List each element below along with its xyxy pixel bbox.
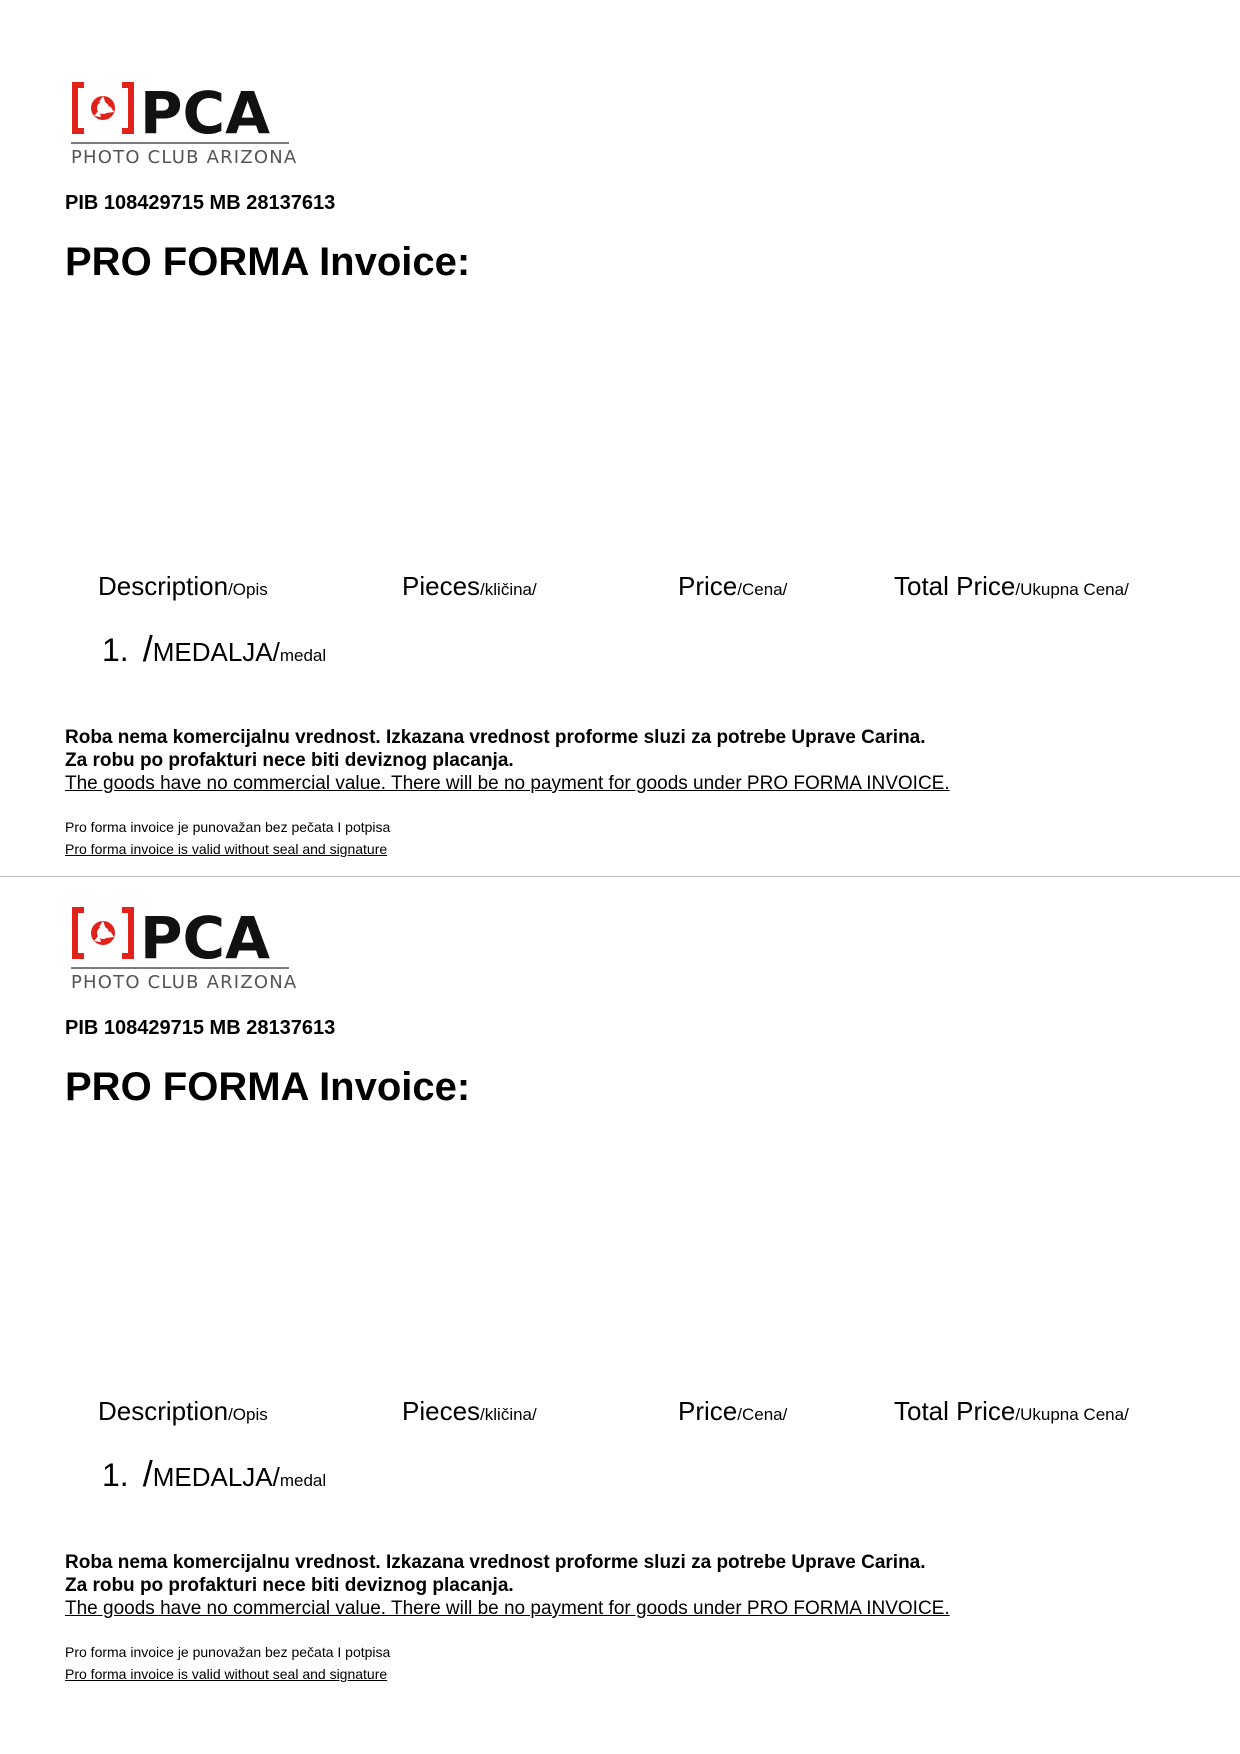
invoice-copy-1 xyxy=(0,0,1240,857)
header-price-main: Price xyxy=(678,571,738,601)
validity-line-2: Pro forma invoice is valid without seal and signature xyxy=(65,1666,388,1682)
pca-logo xyxy=(70,903,300,995)
header-price-small: /Cena/ xyxy=(737,1405,788,1424)
header-total-price xyxy=(894,571,1129,602)
header-description xyxy=(98,571,268,602)
header-pieces xyxy=(402,1396,537,1427)
notice-line-2: Za robu po profakturi nece biti deviznog placanja. xyxy=(65,1575,514,1596)
header-pieces-small: /kličina/ xyxy=(480,1405,537,1424)
logo-subtitle: PHOTO CLUB ARIZONA xyxy=(71,147,298,168)
logo-subtitle: PHOTO CLUB ARIZONA xyxy=(71,972,298,993)
logo-rule xyxy=(71,142,289,144)
header-pieces-small: /kličina/ xyxy=(480,580,537,599)
logo-brand-text: PCA xyxy=(140,79,270,138)
header-price xyxy=(678,1396,787,1427)
validity-line-1: Pro forma invoice je punovažan bez pečata I potpisa xyxy=(65,1644,391,1660)
header-total-price-main: Total Price xyxy=(894,1396,1016,1426)
header-total-price-main: Total Price xyxy=(894,571,1016,601)
notice-line-1: Roba nema komercijalnu vrednost. Izkazana vrednost proforme sluzi za potrebe Uprave Carina. xyxy=(65,1552,926,1573)
invoice-copy-2 xyxy=(0,825,1240,1682)
item-row xyxy=(102,628,326,670)
header-pieces-main: Pieces xyxy=(402,571,481,601)
logo-rule xyxy=(71,967,289,969)
header-pieces xyxy=(402,571,537,602)
item-slash: / xyxy=(142,628,153,669)
notice-line-1: Roba nema komercijalnu vrednost. Izkazana vrednost proforme sluzi za potrebe Uprave Carina. xyxy=(65,727,926,748)
pib-mb-line: PIB 108429715 MB 28137613 xyxy=(65,1017,336,1039)
item-slash: / xyxy=(142,1453,153,1494)
validity-line-1: Pro forma invoice je punovažan bez pečata I potpisa xyxy=(65,819,391,835)
item-row xyxy=(102,1453,326,1495)
header-description-small: /Opis xyxy=(228,1405,268,1424)
validity-line-2: Pro forma invoice is valid without seal and signature xyxy=(65,841,388,857)
header-description-small: /Opis xyxy=(228,580,268,599)
pca-logo-mark xyxy=(70,78,300,138)
header-description-main: Description xyxy=(98,571,229,601)
header-pieces-main: Pieces xyxy=(402,1396,481,1426)
item-description: MEDALJA/ xyxy=(152,1462,280,1492)
header-total-price xyxy=(894,1396,1129,1427)
pib-mb-line: PIB 108429715 MB 28137613 xyxy=(65,192,336,214)
header-price-main: Price xyxy=(678,1396,738,1426)
logo-brand-text: PCA xyxy=(140,904,270,963)
header-total-price-small: /Ukupna Cena/ xyxy=(1015,1405,1129,1424)
item-description: MEDALJA/ xyxy=(152,637,280,667)
header-description xyxy=(98,1396,268,1427)
pca-logo xyxy=(70,78,300,170)
customs-notice xyxy=(65,1551,950,1620)
invoice-title: PRO FORMA Invoice: xyxy=(65,240,471,284)
header-price-small: /Cena/ xyxy=(737,580,788,599)
item-number: 1. xyxy=(102,1457,129,1493)
header-price xyxy=(678,571,787,602)
notice-line-3: The goods have no commercial value. There will be no payment for goods under PRO FORMA INVOICE. xyxy=(65,773,950,794)
header-description-main: Description xyxy=(98,1396,229,1426)
customs-notice xyxy=(65,726,950,795)
pca-logo-mark xyxy=(70,903,300,963)
item-description-small: medal xyxy=(279,646,327,665)
notice-line-3: The goods have no commercial value. There will be no payment for goods under PRO FORMA INVOICE. xyxy=(65,1598,950,1619)
item-number: 1. xyxy=(102,632,129,668)
item-description-small: medal xyxy=(279,1471,327,1490)
validity-note xyxy=(65,1641,390,1685)
invoice-title: PRO FORMA Invoice: xyxy=(65,1065,471,1109)
header-total-price-small: /Ukupna Cena/ xyxy=(1015,580,1129,599)
notice-line-2: Za robu po profakturi nece biti deviznog placanja. xyxy=(65,750,514,771)
